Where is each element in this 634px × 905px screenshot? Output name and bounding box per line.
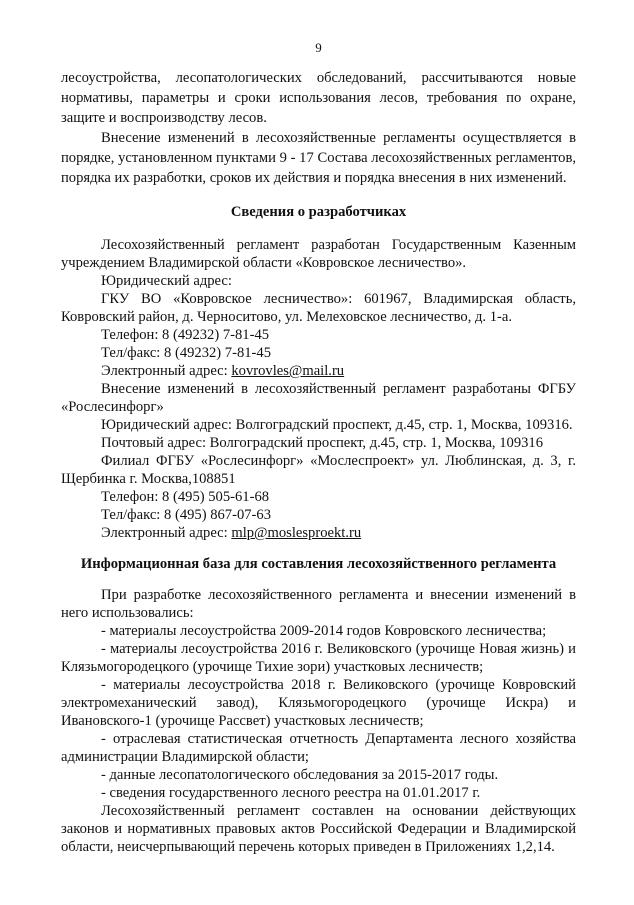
postal-address: Почтовый адрес: Волгоградский проспект, д.45, стр. 1, Москва, 109316 — [101, 435, 544, 451]
page-number: 9 — [315, 40, 322, 55]
list-item: - сведения государственного лесного реестра на 01.01.2017 г. — [101, 785, 481, 801]
fax-2: Тел/факс: 8 (495) 867-07-63 — [101, 507, 272, 523]
list-item: - материалы лесоустройства 2016 г. Великовского (урочище Новая жизнь) и Клязьмогородецкого (урочище Тихие зори) участковых лесничеств; — [61, 641, 576, 675]
infobase-intro: При разработке лесохозяйственного регламента и внесении изменений в него использовались: — [61, 587, 576, 621]
changes-paragraph: Внесение изменений в лесохозяйственный регламент разработаны ФГБУ «Рослесинфорг» — [61, 381, 576, 415]
infobase-heading: Информационная база для составления лесохозяйственного регламента — [80, 556, 557, 572]
email-link[interactable]: kovrovles@mail.ru — [231, 363, 345, 379]
email-line — [61, 362, 576, 380]
developers-heading: Сведения о разработчиках — [230, 204, 407, 220]
intro-paragraph-2: Внесение изменений в лесохозяйственные регламенты осуществляется в порядке, установленном пунктами 9 - 17 Состава лесохозяйственных регламентов, порядка их разработки, сроков их действия и порядка внесения в них изменений. — [61, 130, 576, 186]
email-link-2[interactable]: mlp@moslesproekt.ru — [231, 525, 362, 541]
email-label-2: Электронный адрес: — [101, 525, 232, 541]
legal-address: ГКУ ВО «Ковровское лесничество»: 601967, Владимирская область, Ковровский район, д. Черноситово, ул. Мелеховское лесничество, д. 1-а. — [61, 291, 576, 325]
fax: Тел/факс: 8 (49232) 7-81-45 — [101, 345, 272, 361]
email-line-2 — [61, 524, 576, 542]
list-item: - данные лесопатологического обследования за 2015-2017 годы. — [101, 767, 499, 783]
list-item: - материалы лесоустройства 2009-2014 годов Ковровского лесничества; — [101, 623, 547, 639]
list-item: - отраслевая статистическая отчетность Департамента лесного хозяйства администрации Владимирской области; — [61, 731, 576, 765]
closing-paragraph: Лесохозяйственный регламент составлен на основании действующих законов и нормативных правовых актов Российской Федерации и Владимирской области, неисчерпывающий перечень которых приведен в Приложениях 1,2,14. — [61, 803, 576, 855]
phone-2: Телефон: 8 (495) 505-61-68 — [101, 489, 270, 505]
legal-address-2: Юридический адрес: Волгоградский проспект, д.45, стр. 1, Москва, 109316. — [101, 417, 573, 433]
intro-paragraph-1: лесоустройства, лесопатологических обследований, рассчитываются новые нормативы, параметры и сроки использования лесов, требования по охране, защите и воспроизводству лесов. — [61, 70, 576, 126]
email-label: Электронный адрес: — [101, 363, 232, 379]
list-item: - материалы лесоустройства 2018 г. Великовского (урочище Ковровский электромеханический завод), Клязьмогородецкого (урочище Искра) и Ивановского-1 (урочище Рассвет) участковых лесничеств; — [61, 677, 576, 729]
phone: Телефон: 8 (49232) 7-81-45 — [101, 327, 270, 343]
developers-paragraph: Лесохозяйственный регламент разработан Государственным Казенным учреждением Владимирской области «Ковровское лесничество». — [61, 237, 576, 271]
legal-address-label: Юридический адрес: — [101, 273, 232, 289]
branch-address: Филиал ФГБУ «Рослесинфорг» «Мослеспроект» ул. Люблинская, д. 3, г. Щербинка г. Москва,108851 — [61, 453, 576, 487]
